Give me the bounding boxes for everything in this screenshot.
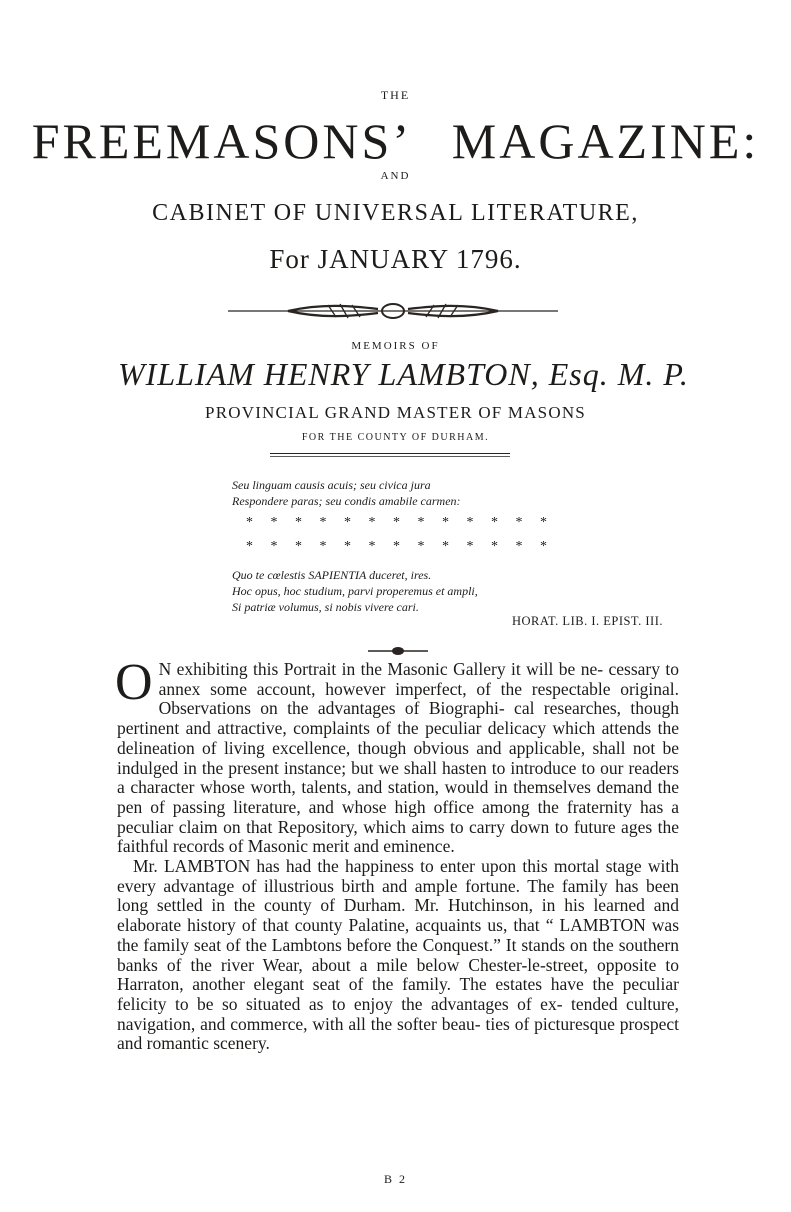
article-body xyxy=(115,654,680,1054)
epigraph-line: Hoc opus, hoc studium, parvi properemus et ampli, xyxy=(232,584,478,598)
epigraph-line: Si patriæ volumus, si nobis vivere cari. xyxy=(232,600,419,614)
subject-name: WILLIAM HENRY LAMBTON, Esq. M. P. xyxy=(118,356,689,392)
and-label: AND xyxy=(380,170,411,182)
epigraph-asterisms: * * * * * * * * * * * * * xyxy=(246,515,554,530)
epigraph-asterisms: * * * * * * * * * * * * * xyxy=(246,539,554,554)
drop-cap: O xyxy=(115,654,153,711)
the-label: THE xyxy=(380,88,411,102)
double-rule xyxy=(270,452,510,458)
county-label: FOR THE COUNTY OF DURHAM. xyxy=(301,432,490,443)
signature-mark: B 2 xyxy=(383,1172,407,1186)
epigraph-line: Respondere paras; seu condis amabile carmen: xyxy=(232,494,461,508)
epigraph-attribution: HORAT. LIB. I. EPIST. III. xyxy=(511,614,663,628)
office-title: PROVINCIAL GRAND MASTER OF MASONS xyxy=(205,403,586,422)
magazine-title: FREEMASONS’ MAGAZINE: xyxy=(31,113,760,169)
ornament-rule xyxy=(228,296,558,326)
cabinet-subtitle: CABINET OF UNIVERSAL LITERATURE, xyxy=(152,200,639,226)
small-ornament xyxy=(368,646,428,656)
memoirs-of-label: MEMOIRS OF xyxy=(351,340,440,352)
paragraph-2: Mr. LAMBTON has had the happiness to enter upon this mortal stage with every advantage of illustrious birth and ample fortune. The family has been long settled in the county of Durham. Mr. Hutchinson, in his learned and elaborate history of that county Palatine, acquaints us, that “ LAMBTON was the family seat of the Lambtons before the Conquest.” It stands on the southern banks of the river Wear, about a mile below Chester-le-street, opposite to Harraton, another elegant seat of the family. The estates have the peculiar felicity to be so situated as to enjoy the advantages of ex- tended culture, navigation, and commerce, with all the softer beau- ties of picturesque prospect and romantic scenery. xyxy=(117,856,680,1054)
issue-date: For JANUARY 1796. xyxy=(269,244,522,274)
epigraph-line: Quo te cœlestis SAPIENTIA duceret, ires. xyxy=(232,568,432,582)
paragraph-1: N exhibiting this Portrait in the Masonic Gallery it will be ne- cessary to annex some account, however imperfect, of the respectable original. Observations on the advantages of Biographi- cal researches, though pertinent and attractive, complaints of the peculiar delicacy which attends the delineation of living excellence, though obvious and applicable, shall not be indulged in the present instance; but we shall hasten to introduce to our readers a character whose worth, talents, and station, would in themselves demand the pen of passing literature, and whose high office among the fraternity has a peculiar claim on that Repository, which aims to carry down to future ages the faithful records of Masonic merit and eminence. xyxy=(117,659,680,857)
epigraph-line: Seu linguam causis acuis; seu civica jura xyxy=(232,478,431,492)
